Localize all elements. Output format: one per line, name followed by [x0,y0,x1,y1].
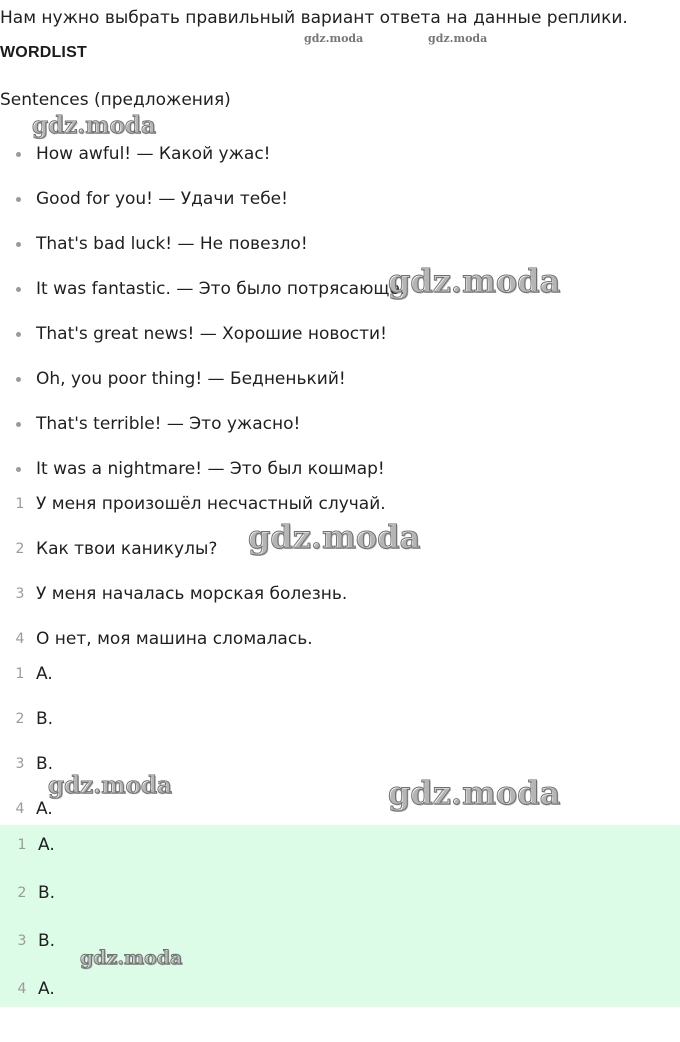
bullet [16,197,21,202]
choice-number: 2 [15,711,25,727]
answer-text: A. [38,835,55,855]
bullet [16,377,21,382]
choice-text: B. [36,754,54,774]
statement-number: 2 [15,541,25,557]
watermark-logo: gdz.moda [428,32,488,45]
watermark-logo: gdz.moda [304,32,364,45]
phrase-text: That's terrible! — Это ужасно! [36,414,301,434]
answer-box [0,825,680,1007]
statement-text: У меня произошёл несчастный случай. [36,494,386,514]
statement-text: О нет, моя машина сломалась. [36,629,313,649]
statement-text: У меня началась морская болезнь. [36,584,348,604]
intro-text: Нам нужно выбрать правильный вариант ответа на данные реплики. [0,8,628,28]
choice-text: A. [36,664,53,684]
answer-number: 3 [17,933,27,949]
sentences-label: Sentences (предложения) [0,90,231,110]
answer-number: 4 [17,981,27,997]
choice-number: 1 [15,666,25,682]
statement-text: Как твои каникулы? [36,539,218,559]
answer-text: A. [38,979,55,999]
choice-number: 3 [15,756,25,772]
answer-text: B. [38,931,56,951]
watermark-logo: gdz.moda [48,772,172,799]
wordlist-heading: WORDLIST [0,44,87,61]
bullet [16,152,21,157]
bullet [16,332,21,337]
phrase-text: How awful! — Какой ужас! [36,144,271,164]
answer-number: 1 [17,837,27,853]
phrase-text: It was fantastic. — Это было потрясающе. [36,279,406,299]
phrase-text: That's bad luck! — Не повезло! [36,234,308,254]
statement-number: 4 [15,631,25,647]
phrase-text: Good for you! — Удачи тебе! [36,189,288,209]
bullet [16,287,21,292]
watermark-logo: gdz.moda [248,518,421,556]
watermark-logo: gdz.moda [388,262,561,300]
answer-number: 2 [17,885,27,901]
bullet [16,422,21,427]
choice-number: 4 [15,801,25,817]
phrase-text: That's great news! — Хорошие новости! [36,324,387,344]
phrase-text: Oh, you poor thing! — Бедненький! [36,369,346,389]
watermark-logo: gdz.moda [32,112,156,139]
answer-text: B. [38,883,56,903]
bullet [16,242,21,247]
statement-number: 3 [15,586,25,602]
bullet [16,467,21,472]
statement-number: 1 [15,496,25,512]
watermark-logo: gdz.moda [388,774,561,812]
choice-text: A. [36,799,53,819]
phrase-text: It was a nightmare! — Это был кошмар! [36,459,385,479]
choice-text: B. [36,709,54,729]
